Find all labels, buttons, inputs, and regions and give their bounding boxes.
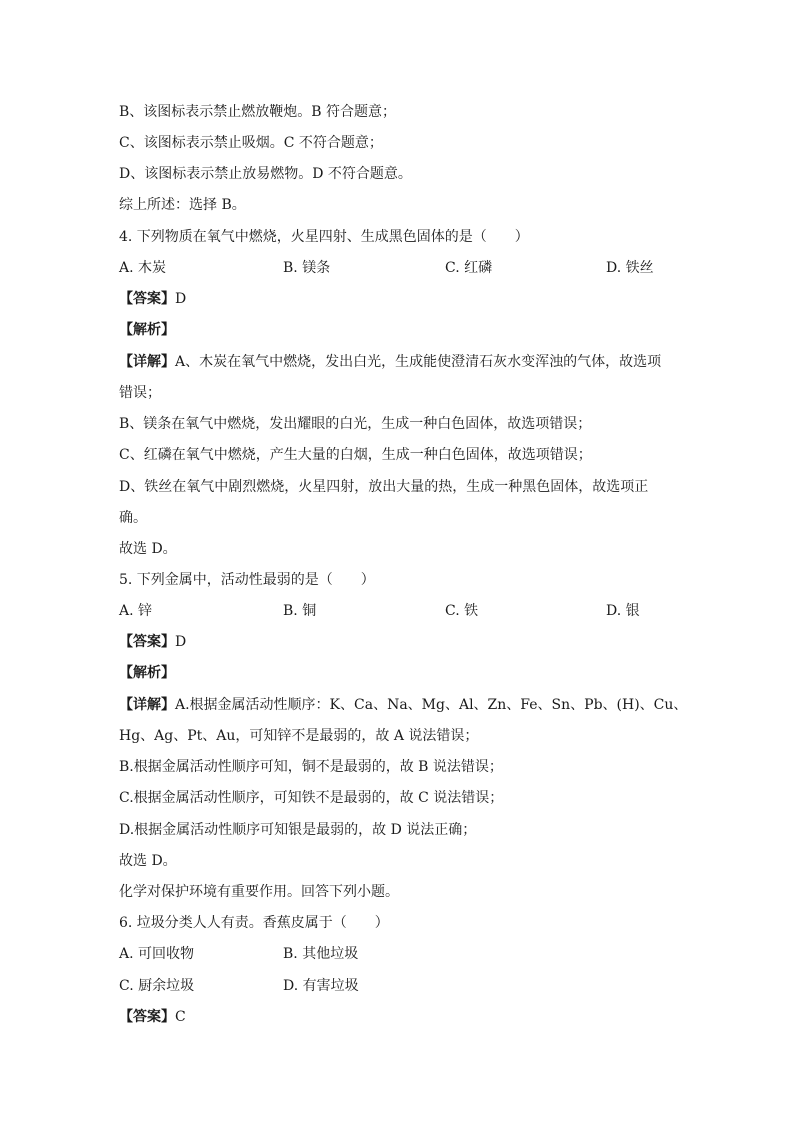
q6-option-b: B. 其他垃圾 (283, 946, 359, 962)
answer-tag: 【答案】 (119, 291, 175, 307)
question-4: 4. 下列物质在氧气中燃烧，火星四射、生成黑色固体的是（ ） (119, 229, 529, 245)
q5-option-a: A. 锌 (119, 603, 153, 619)
question-6: 6. 垃圾分类人人有责。香蕉皮属于（ ） (119, 915, 389, 931)
q4-option-b: B. 镁条 (283, 260, 331, 276)
q4-option-a: A. 木炭 (119, 260, 167, 276)
text-line: D.根据金属活动性顺序可知银是最弱的，故 D 说法正确； (119, 822, 477, 838)
text-line: 综上所述：选择 B。 (119, 197, 246, 213)
text-line: D、该图标表示禁止放易燃物。D 不符合题意。 (119, 166, 412, 182)
q5-analysis-heading: 【解析】 (119, 665, 175, 681)
section-intro: 化学对保护环境有重要作用。回答下列小题。 (119, 884, 399, 900)
q5-option-b: B. 铜 (283, 603, 317, 619)
q6-option-c: C. 厨余垃圾 (119, 978, 195, 994)
text-line: C、该图标表示禁止吸烟。C 不符合题意； (119, 135, 383, 151)
q6-option-a: A. 可回收物 (119, 946, 195, 962)
text-line: C.根据金属活动性顺序，可知铁不是最弱的，故 C 说法错误； (119, 790, 504, 806)
text-line: 确。 (119, 510, 147, 526)
detail-tag: 【详解】 (119, 697, 175, 713)
text-line: Hg、Ag、Pt、Au，可知锌不是最弱的，故 A 说法错误； (119, 728, 479, 744)
q5-option-c: C. 铁 (445, 603, 479, 619)
detail-tag: 【详解】 (119, 354, 175, 370)
q6-answer (119, 1007, 186, 1027)
text-line: C、红磷在氧气中燃烧，产生大量的白烟，生成一种白色固体，故选项错误； (119, 447, 592, 463)
detail-text: A.根据金属活动性顺序：K、Ca、Na、Mg、Al、Zn、Fe、Sn、Pb、(H)、Cu、 (175, 697, 688, 713)
q4-option-c: C. 红磷 (445, 260, 493, 276)
answer-value: D (175, 634, 187, 650)
question-5: 5. 下列金属中，活动性最弱的是（ ） (119, 572, 375, 588)
answer-value: D (175, 291, 187, 307)
q4-answer (119, 289, 186, 309)
answer-tag: 【答案】 (119, 634, 175, 650)
q4-detail-a (119, 352, 661, 372)
q6-option-d: D. 有害垃圾 (283, 978, 359, 994)
text-line: 故选 D。 (119, 541, 177, 557)
q4-option-d: D. 铁丝 (606, 260, 654, 276)
text-line: 故选 D。 (119, 853, 177, 869)
q5-option-d: D. 银 (606, 603, 640, 619)
text-line: 错误； (119, 385, 161, 401)
text-line: B、该图标表示禁止燃放鞭炮。B 符合题意； (119, 104, 397, 120)
text-line: D、铁丝在氧气中剧烈燃烧，火星四射，放出大量的热，生成一种黑色固体，故选项正 (119, 479, 649, 495)
q4-analysis-heading: 【解析】 (119, 322, 175, 338)
detail-text: A、木炭在氧气中燃烧，发出白光，生成能使澄清石灰水变浑浊的气体，故选项 (175, 354, 662, 370)
answer-value: C (175, 1009, 186, 1025)
answer-tag: 【答案】 (119, 1009, 175, 1025)
text-line: B.根据金属活动性顺序可知，铜不是最弱的，故 B 说法错误； (119, 759, 503, 775)
text-line: B、镁条在氧气中燃烧，发出耀眼的白光，生成一种白色固体，故选项错误； (119, 416, 592, 432)
q5-detail-a (119, 695, 687, 715)
q5-answer (119, 632, 186, 652)
